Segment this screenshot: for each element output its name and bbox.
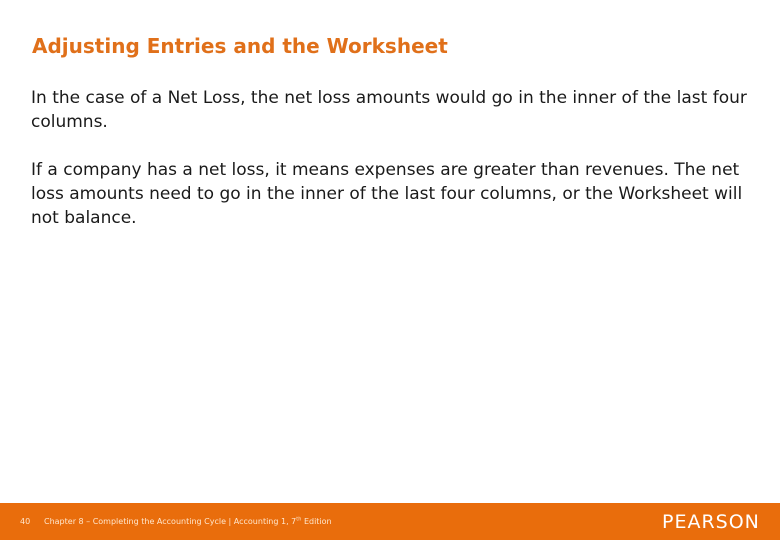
page-number: 40 <box>20 517 31 526</box>
footer-bar <box>0 503 780 540</box>
footer-chapter-text <box>44 517 332 527</box>
paragraph-net-loss: In the case of a Net Loss, the net loss amounts would go in the inner of the last four columns. <box>31 88 747 132</box>
chapter-text: Chapter 8 – Completing the Accounting Cycle | Accounting 1, 7 <box>44 517 297 526</box>
slide-title: Adjusting Entries and the Worksheet <box>32 34 448 58</box>
edition-text: Edition <box>301 517 332 526</box>
edition-superscript: th <box>296 516 302 523</box>
pearson-logo: PEARSON <box>662 511 760 533</box>
slide-body <box>31 86 761 254</box>
paragraph-explanation: If a company has a net loss, it means expenses are greater than revenues. The net loss amounts need to go in the inner of the last four columns, or the Worksheet will not balance. <box>31 160 743 228</box>
